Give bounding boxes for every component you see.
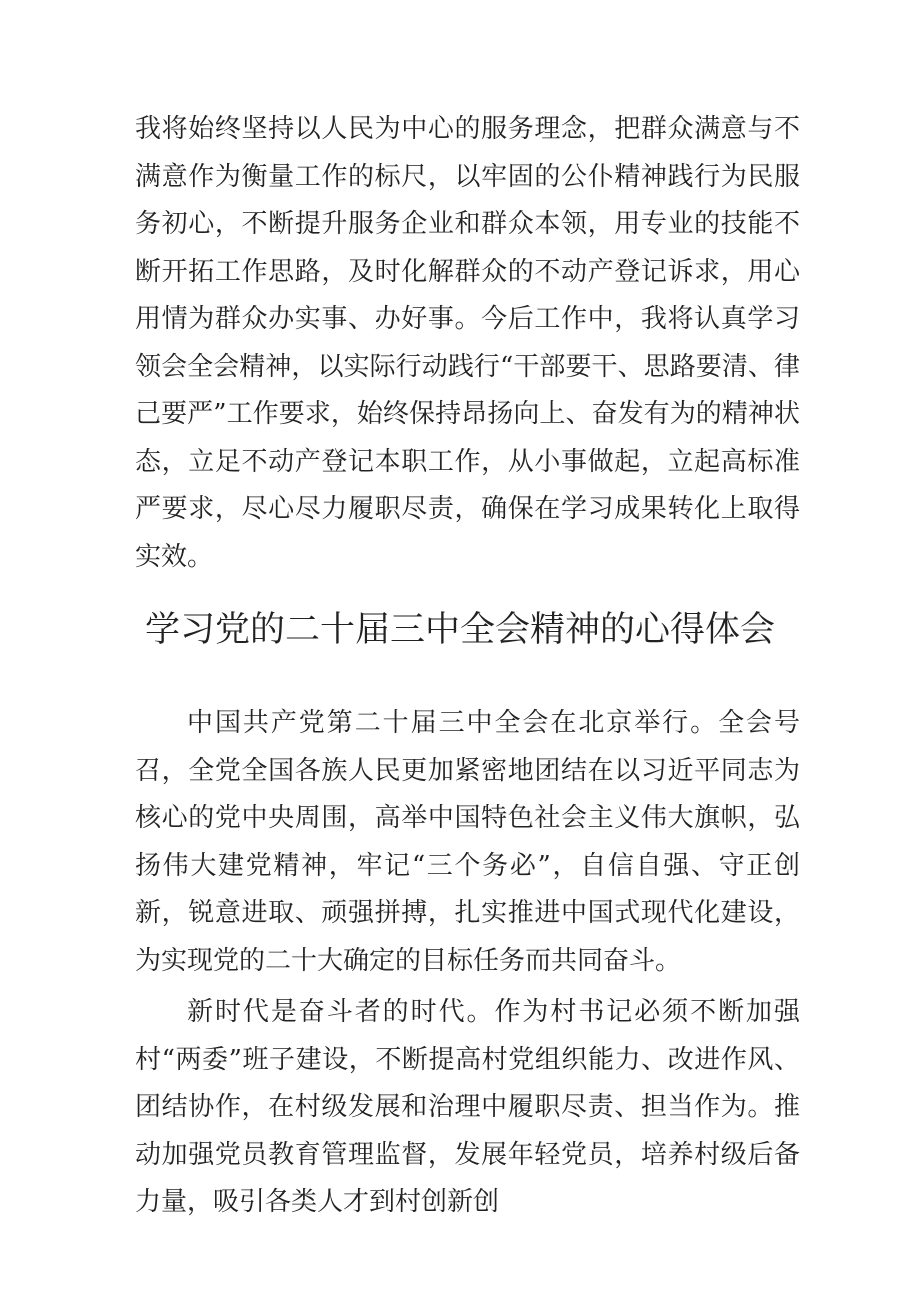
continuation-block	[135, 106, 800, 581]
article-title: 学习党的二十届三中全会精神的心得体会	[144, 610, 775, 650]
continuation-paragraph: 我将始终坚持以人民为中心的服务理念，把群众满意与不满意作为衡量工作的标尺，以牢固的公仆精神践行为民服务初心，不断提升服务企业和群众本领，用专业的技能不断开拓工作思路，及时化解群众的不动产登记诉求，用心用情为群众办实事、办好事。今后工作中，我将认真学习领会全会精神，以实际行动践行“干部要干、思路要清、律己要严”工作要求，始终保持昂扬向上、奋发有为的精神状态，立足不动产登记本职工作，从小事做起，立起高标准严要求，尽心尽力履职尽责，确保在学习成果转化上取得实效。	[135, 114, 800, 572]
article-paragraph-1: 中国共产党第二十届三中全会在北京举行。全会号召，全党全国各族人民更加紧密地团结在以习近平同志为核心的党中央周围，高举中国特色社会主义伟大旗帜，弘扬伟大建党精神，牢记“三个务必”，自信自强、守正创新，锐意进取、顽强拼搏，扎实推进中国式现代化建设，为实现党的二十大确定的目标任务而共同奋斗。	[135, 708, 800, 976]
article-body	[135, 700, 800, 1227]
article-paragraph-2: 新时代是奋斗者的时代。作为村书记必须不断加强村“两委”班子建设，不断提高村党组织能力、改进作风、团结协作，在村级发展和治理中履职尽责、担当作为。推动加强党员教育管理监督，发展年轻党员，培养村级后备力量，吸引各类人才到村创新创	[135, 997, 800, 1217]
